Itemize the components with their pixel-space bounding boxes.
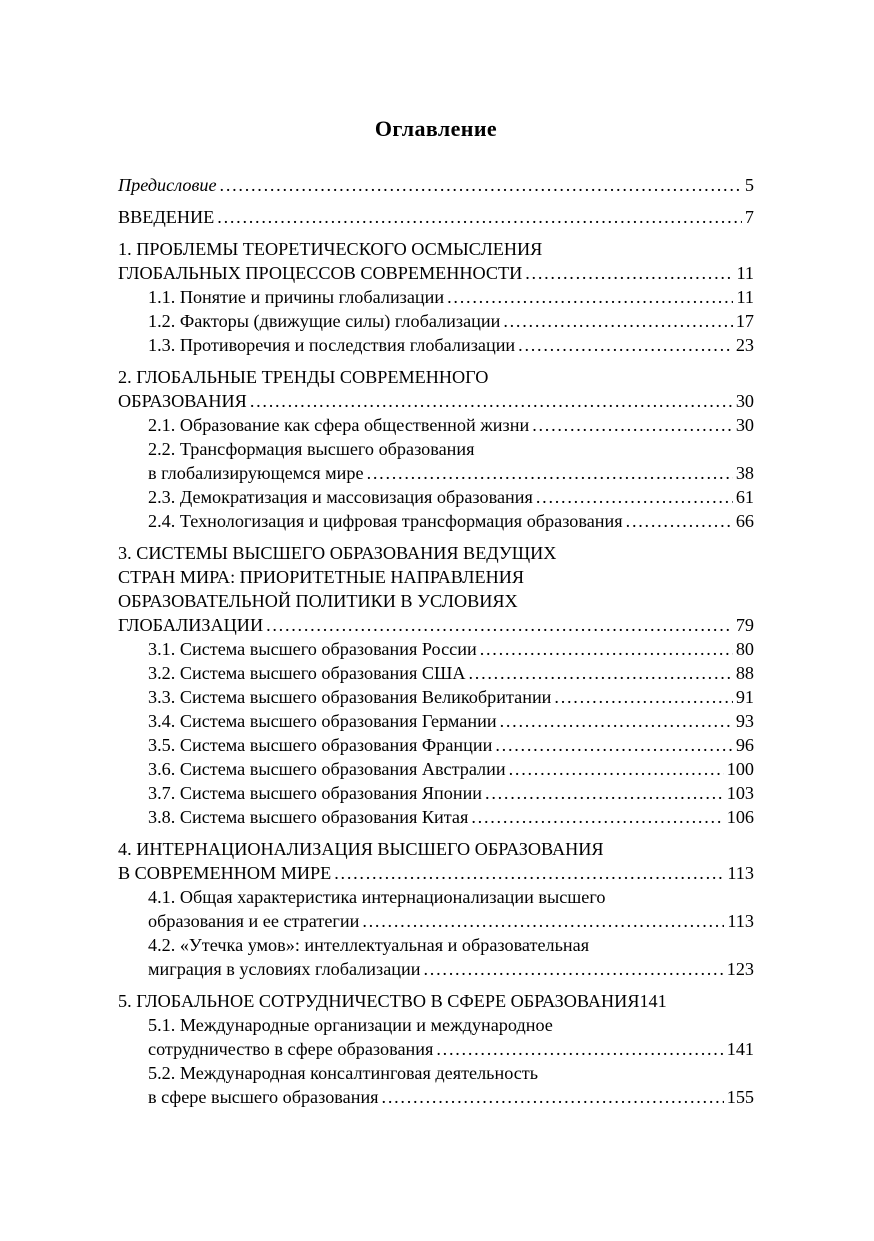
toc-entry-label: ГЛОБАЛЬНЫХ ПРОЦЕССОВ СОВРЕМЕННОСТИ (118, 263, 523, 283)
toc-section-2-2[interactable] (118, 461, 754, 485)
toc-section-3-6[interactable] (118, 757, 754, 781)
toc-entry-label: миграция в условиях глобализации (148, 959, 421, 979)
toc-section-4-2[interactable] (118, 957, 754, 981)
toc-section-4-2-heading[interactable]: 4.2. «Утечка умов»: интеллектуальная и образовательная (148, 935, 590, 955)
toc-page-number: 106 (726, 807, 754, 827)
toc-entry-label: 5. ГЛОБАЛЬНОЕ СОТРУДНИЧЕСТВО В СФЕРЕ ОБРАЗОВАНИЯ (118, 991, 640, 1011)
toc-chapter-2[interactable] (118, 389, 754, 413)
toc-page-number: 93 (735, 711, 754, 731)
toc-section-4-1[interactable] (118, 909, 754, 933)
toc-page-number: 96 (735, 735, 754, 755)
toc-entry-label: 2.4. Технологизация и цифровая трансформация образования (148, 511, 623, 531)
dot-leader (495, 733, 732, 757)
toc-entry-label: 3.8. Система высшего образования Китая (148, 807, 469, 827)
dot-leader (485, 781, 724, 805)
toc-page-number: 79 (735, 615, 754, 635)
toc-entry-label: 3.6. Система высшего образования Австралии (148, 759, 506, 779)
toc-page-number: 30 (735, 415, 754, 435)
dot-leader (471, 805, 723, 829)
dot-leader (250, 389, 733, 413)
toc-entry-label: 2.3. Демократизация и массовизация образования (148, 487, 533, 507)
toc-page-number: 7 (744, 207, 754, 227)
toc-page-number: 141 (639, 991, 667, 1011)
toc-entry-label: 3.2. Система высшего образования США (148, 663, 466, 683)
toc-entry-label: 2.1. Образование как сфера общественной жизни (148, 415, 530, 435)
toc-page-number: 11 (736, 263, 754, 283)
toc-chapter-1-heading[interactable]: 1. ПРОБЛЕМЫ ТЕОРЕТИЧЕСКОГО ОСМЫСЛЕНИЯ (118, 239, 543, 259)
toc-page-number: 113 (727, 911, 754, 931)
table-of-contents (118, 173, 754, 1109)
toc-entry-label: 3.7. Система высшего образования Японии (148, 783, 483, 803)
dot-leader (500, 709, 733, 733)
dot-leader (362, 909, 724, 933)
toc-entry-label: ГЛОБАЛИЗАЦИИ (118, 615, 264, 635)
toc-chapter-3-heading-line-2[interactable]: СТРАН МИРА: ПРИОРИТЕТНЫЕ НАПРАВЛЕНИЯ (118, 567, 525, 587)
toc-chapter-3[interactable] (118, 613, 754, 637)
dot-leader (367, 461, 733, 485)
toc-page-number: 38 (735, 463, 754, 483)
toc-section-3-4[interactable] (118, 709, 754, 733)
toc-entry-label: 3.4. Система высшего образования Германии (148, 711, 497, 731)
toc-entry-label: в глобализирующемся мире (148, 463, 364, 483)
toc-page-number: 88 (735, 663, 754, 683)
toc-chapter-3-heading-line-1[interactable]: 3. СИСТЕМЫ ВЫСШЕГО ОБРАЗОВАНИЯ ВЕДУЩИХ (118, 543, 557, 563)
toc-chapter-5[interactable] (118, 989, 754, 1013)
toc-chapter-1[interactable] (118, 261, 754, 285)
toc-page-number: 61 (735, 487, 754, 507)
dot-leader (518, 333, 733, 357)
toc-section-2-2-heading[interactable]: 2.2. Трансформация высшего образования (148, 439, 475, 459)
toc-page-number: 123 (726, 959, 754, 979)
toc-section-2-4[interactable] (118, 509, 754, 533)
toc-page-number: 5 (744, 175, 754, 195)
toc-section-3-7[interactable] (118, 781, 754, 805)
dot-leader (220, 173, 742, 197)
toc-page-number: 141 (726, 1039, 754, 1059)
toc-entry-label: 3.3. Система высшего образования Великобритании (148, 687, 552, 707)
toc-entry-label: в сфере высшего образования (148, 1087, 379, 1107)
dot-leader (525, 261, 733, 285)
toc-page-number: 91 (735, 687, 754, 707)
toc-entry-intro[interactable] (118, 205, 754, 229)
toc-entry-label: ВВЕДЕНИЕ (118, 207, 215, 227)
toc-page-number: 30 (735, 391, 754, 411)
dot-leader (266, 613, 733, 637)
toc-section-1-3[interactable] (118, 333, 754, 357)
toc-section-5-2[interactable] (118, 1085, 754, 1109)
toc-entry-label: ОБРАЗОВАНИЯ (118, 391, 247, 411)
toc-page-number: 17 (735, 311, 754, 331)
toc-entry-label: Предисловие (118, 175, 217, 195)
toc-entry-label: В СОВРЕМЕННОМ МИРЕ (118, 863, 332, 883)
toc-page-number: 80 (735, 639, 754, 659)
dot-leader (509, 757, 724, 781)
toc-section-5-1[interactable] (118, 1037, 754, 1061)
toc-entry-label: 3.5. Система высшего образования Франции (148, 735, 493, 755)
dot-leader (217, 205, 742, 229)
toc-section-4-1-heading[interactable]: 4.1. Общая характеристика интернационализации высшего (148, 887, 606, 907)
dot-leader (554, 685, 732, 709)
dot-leader (626, 509, 733, 533)
toc-section-3-3[interactable] (118, 685, 754, 709)
dot-leader (532, 413, 733, 437)
toc-page-number: 23 (735, 335, 754, 355)
toc-section-5-2-heading[interactable]: 5.2. Международная консалтинговая деятельность (148, 1063, 539, 1083)
toc-entry-label: 1.1. Понятие и причины глобализации (148, 287, 445, 307)
toc-page-number: 155 (726, 1087, 754, 1107)
dot-leader (424, 957, 724, 981)
toc-page-number: 113 (727, 863, 754, 883)
toc-section-3-5[interactable] (118, 733, 754, 757)
toc-entry-preface[interactable] (118, 173, 754, 197)
toc-section-5-1-heading[interactable]: 5.1. Международные организации и международное (148, 1015, 553, 1035)
toc-chapter-2-heading[interactable]: 2. ГЛОБАЛЬНЫЕ ТРЕНДЫ СОВРЕМЕННОГО (118, 367, 489, 387)
dot-leader (447, 285, 733, 309)
dot-leader (469, 661, 733, 685)
dot-leader (503, 309, 732, 333)
toc-page-number: 103 (726, 783, 754, 803)
toc-section-3-1[interactable] (118, 637, 754, 661)
toc-section-1-1[interactable] (118, 285, 754, 309)
toc-chapter-3-heading-line-3[interactable]: ОБРАЗОВАТЕЛЬНОЙ ПОЛИТИКИ В УСЛОВИЯХ (118, 591, 518, 611)
toc-entry-label: 3.1. Система высшего образования России (148, 639, 477, 659)
dot-leader (382, 1085, 724, 1109)
toc-entry-label: образования и ее стратегии (148, 911, 360, 931)
toc-chapter-4[interactable] (118, 861, 754, 885)
dot-leader (480, 637, 733, 661)
page-title: Оглавление (374, 116, 498, 141)
toc-chapter-4-heading[interactable]: 4. ИНТЕРНАЦИОНАЛИЗАЦИЯ ВЫСШЕГО ОБРАЗОВАНИЯ (118, 839, 604, 859)
toc-section-1-2[interactable] (118, 309, 754, 333)
dot-leader (334, 861, 724, 885)
dot-leader (536, 485, 733, 509)
toc-section-3-8[interactable] (118, 805, 754, 829)
toc-entry-label: 1.3. Противоречия и последствия глобализации (148, 335, 516, 355)
toc-entry-label: 1.2. Факторы (движущие силы) глобализации (148, 311, 501, 331)
toc-page-number: 66 (735, 511, 754, 531)
toc-page-number: 100 (726, 759, 754, 779)
toc-page-number: 11 (736, 287, 754, 307)
toc-entry-label: сотрудничество в сфере образования (148, 1039, 434, 1059)
dot-leader (436, 1037, 723, 1061)
toc-section-2-1[interactable] (118, 413, 754, 437)
toc-section-2-3[interactable] (118, 485, 754, 509)
toc-section-3-2[interactable] (118, 661, 754, 685)
